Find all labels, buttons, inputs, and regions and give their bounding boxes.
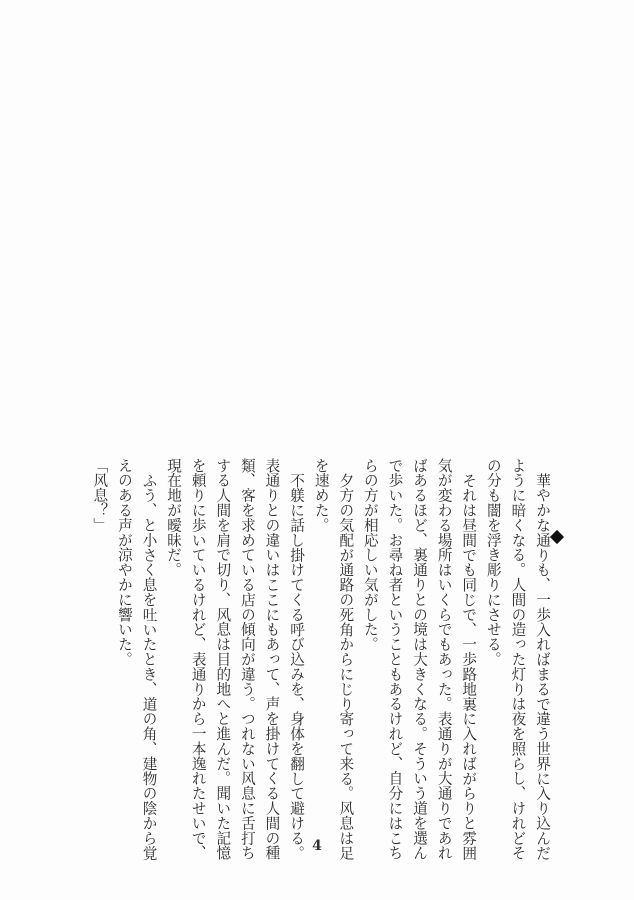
text-line: の分も闇を浮き彫りにさせる。 — [484, 458, 502, 667]
text-line: 現在地が曖昧だ。 — [165, 458, 183, 578]
text-line: で歩いた。お尋ね者ということもあるけれど、自分にはこち — [386, 458, 404, 861]
text-line: えのある声が涼やかに響いた。 — [115, 458, 133, 667]
text-line: ふう、と小さく息を吐いたとき、道の角、建物の陰から覚 — [140, 472, 158, 860]
text-line: 気が変わる場所はいくらでもあった。表通りが大通りであれ — [435, 458, 453, 861]
text-line: それは昼間でも同じで、一歩路地裏に入ればがらりと雰囲 — [460, 472, 478, 860]
text-line: を速めた。 — [312, 458, 330, 533]
text-line: 類、客を求めている店の傾向が違う。つれない风息に舌打ち — [238, 458, 256, 861]
text-line: ように暗くなる。人間の造った灯りは夜を照らし、けれどそ — [509, 458, 527, 861]
text-line: らの方が相応しい気がした。 — [361, 458, 379, 652]
text-line: 「风息？」 — [91, 458, 109, 533]
text-line: 華やかな通りも、一歩入ればまるで違う世界に入り込んだ — [534, 472, 551, 860]
text-line: する人間を肩で切り、风息は目的地へと進んだ。聞いた記憶 — [214, 458, 232, 861]
text-line: 夕方の気配が通路の死角からにじり寄って来る。风息は足 — [337, 472, 355, 860]
vertical-text-body — [87, 458, 554, 861]
text-line: を頼りに歩いているけれど、表通りから一本逸れたせいで、 — [189, 458, 207, 861]
text-line: ばあるほど、裏通りとの境は大きくなる。そういう道を選ん — [411, 458, 429, 861]
text-line: 不躾に話し掛けてくる呼び込みを、身体を翻して避ける。 — [288, 472, 306, 860]
page-number: 4 — [312, 838, 322, 854]
text-line: 表通りとの違いはここにもあって、声を掛けてくる人間の種 — [263, 458, 281, 861]
